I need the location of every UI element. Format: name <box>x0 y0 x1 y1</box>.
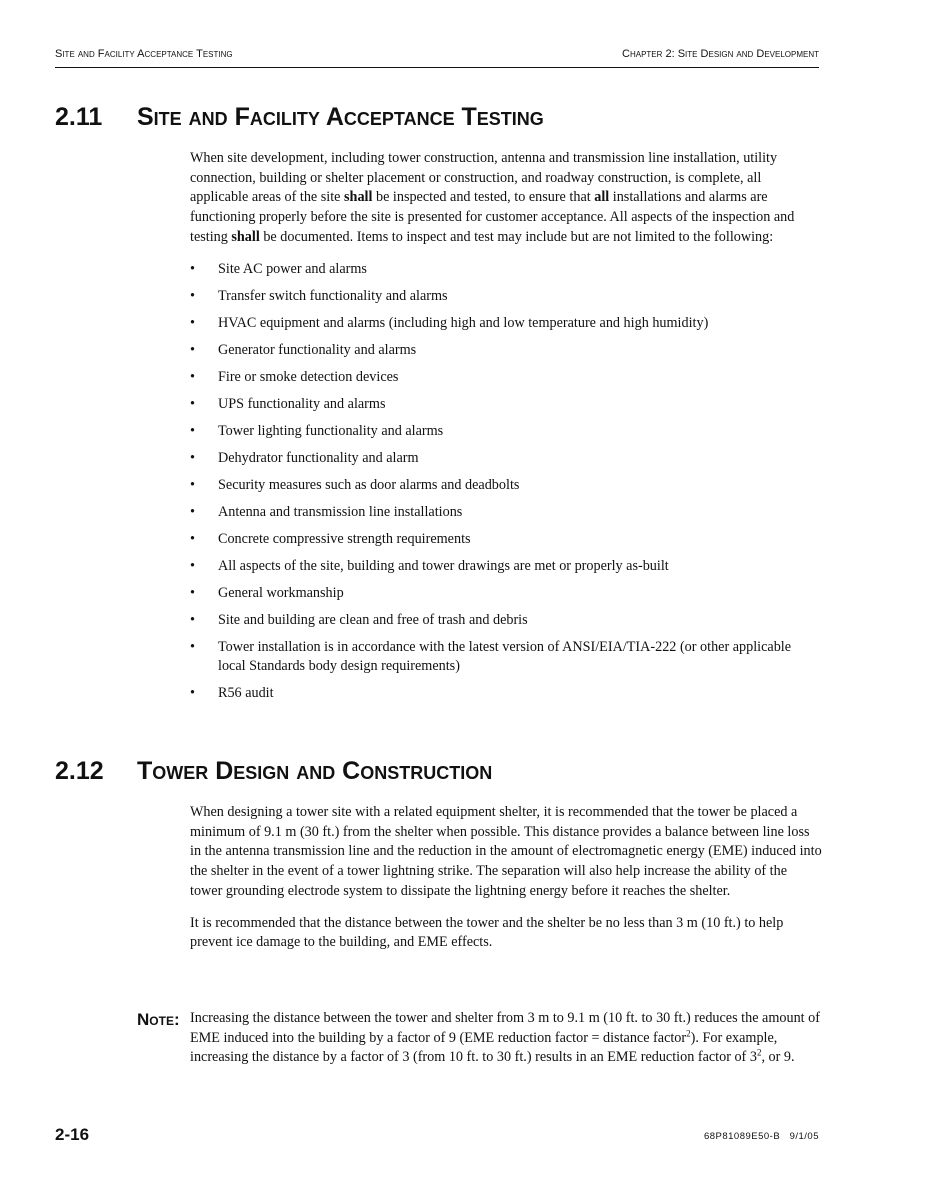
list-item <box>190 684 822 704</box>
list-item-text: General workmanship <box>218 584 344 601</box>
list-item-text: Concrete compressive strength requirements <box>218 530 471 547</box>
list-item-text: Fire or smoke detection devices <box>218 368 399 385</box>
text: be documented. Items to inspect and test may include but are not limited to the following: <box>259 228 774 245</box>
section-number: 2.11 <box>55 103 103 131</box>
bullet-icon: • <box>190 260 195 277</box>
page-number: 2-16 <box>55 1125 90 1144</box>
text: When site development, including tower construction, antenna and transmission line installation, utility connection, building or shelter placement or construction, and roadway construction, is complete, all applicable areas of the site <box>190 150 778 206</box>
text: installations and alarms are functioning properly before the site is presented for customer acceptance. All aspects of the inspection and testing <box>190 189 795 245</box>
running-header-left: Site and Facility Acceptance Testing <box>55 48 233 60</box>
list-item <box>190 422 822 442</box>
list-item <box>190 368 822 388</box>
superscript: 2 <box>686 1027 691 1038</box>
emphasis: shall <box>231 228 260 245</box>
list-item-text: Antenna and transmission line installations <box>218 503 463 520</box>
list-item-text: All aspects of the site, building and tower drawings are met or properly as-built <box>218 557 669 574</box>
bullet-icon: • <box>190 557 195 574</box>
section-title: Site and Facility Acceptance Testing <box>137 103 544 131</box>
list-item-text: Transfer switch functionality and alarms <box>218 287 448 304</box>
list-item <box>190 287 822 307</box>
bullet-icon: • <box>190 530 195 547</box>
paragraph: It is recommended that the distance between the tower and the shelter be no less than 3 m (10 ft.) to help prevent ice damage to the building, and EME effects. <box>190 914 784 951</box>
list-item-text: Security measures such as door alarms and deadbolts <box>218 476 520 493</box>
text: Increasing the distance between the tower and shelter from 3 m to 9.1 m (10 ft. to 30 ft.) reduces the amount of EME induced into the building by a factor of 9 (EME reduction factor = distance factor <box>190 1010 820 1046</box>
bullet-icon: • <box>190 395 195 412</box>
list-item <box>190 503 822 523</box>
note-label: Note: <box>137 1010 180 1029</box>
bullet-icon: • <box>190 503 195 520</box>
paragraph: When designing a tower site with a related equipment shelter, it is recommended that the tower be placed a minimum of 9.1 m (30 ft.) from the shelter when possible. This distance provides a balance between line loss in the antenna transmission line and the reduction in the amount of electromagnetic energy (EME) induced into the shelter in the event of a tower lightning strike. The separation will also help increase the ability of the tower grounding electrode system to dissipate the lightning energy before it reaches the shelter. <box>190 804 822 899</box>
note-block <box>137 1009 827 1068</box>
list-item <box>190 557 822 577</box>
list-item-text: R56 audit <box>218 685 274 702</box>
running-header-right: Chapter 2: Site Design and Development <box>622 48 819 60</box>
superscript: 2 <box>756 1047 762 1058</box>
text: , or 9. <box>761 1049 795 1066</box>
bullet-icon: • <box>190 638 195 655</box>
list-item <box>190 260 822 280</box>
list-item <box>190 584 822 604</box>
emphasis: shall <box>344 189 373 206</box>
document-id: 68P81089E50-B 9/1/05 <box>703 1131 819 1142</box>
section-2-12-body <box>190 803 822 965</box>
bullet-icon: • <box>190 685 195 702</box>
list-item <box>190 449 822 469</box>
bullet-icon: • <box>190 368 195 385</box>
emphasis: all <box>594 189 610 206</box>
list-item <box>190 314 822 334</box>
bullet-icon: • <box>190 584 195 601</box>
list-item-text: Tower installation is in accordance with the latest version of ANSI/EIA/TIA-222 (or other applicable local Standards body design requirements) <box>218 638 792 675</box>
section-title: Tower Design and Construction <box>137 757 493 785</box>
list-item <box>190 395 822 415</box>
text: ). For example, increasing the distance by a factor of 3 (from 10 ft. to 30 ft.) results in an EME reduction factor of 3 <box>190 1029 778 1066</box>
list-item <box>190 476 822 496</box>
list-item <box>190 530 822 550</box>
list-item <box>190 611 822 631</box>
bullet-icon: • <box>190 476 195 493</box>
bullet-icon: • <box>190 287 195 304</box>
bullet-icon: • <box>190 449 195 466</box>
list-item-text: Site AC power and alarms <box>218 260 367 277</box>
list-item-text: Generator functionality and alarms <box>218 341 417 358</box>
bullet-icon: • <box>190 314 195 331</box>
list-item <box>190 341 822 361</box>
list-item-text: HVAC equipment and alarms (including high and low temperature and high humidity) <box>218 314 709 331</box>
bullet-icon: • <box>190 341 195 358</box>
header-rule <box>55 67 819 68</box>
inspection-items-list <box>190 260 822 704</box>
list-item-text: Dehydrator functionality and alarm <box>218 449 419 466</box>
list-item-text: Site and building are clean and free of trash and debris <box>218 611 528 628</box>
list-item-text: UPS functionality and alarms <box>218 395 386 412</box>
note-text <box>190 1009 827 1068</box>
bullet-icon: • <box>190 422 195 439</box>
section-2-11-body <box>190 149 822 711</box>
section-heading-2-11 <box>55 103 544 132</box>
text: be inspected and tested, to ensure that <box>372 189 595 206</box>
section-heading-2-12 <box>55 757 492 786</box>
list-item <box>190 638 822 677</box>
list-item-text: Tower lighting functionality and alarms <box>218 422 444 439</box>
section-number: 2.12 <box>55 757 104 785</box>
bullet-icon: • <box>190 611 195 628</box>
intro-paragraph <box>190 149 822 248</box>
